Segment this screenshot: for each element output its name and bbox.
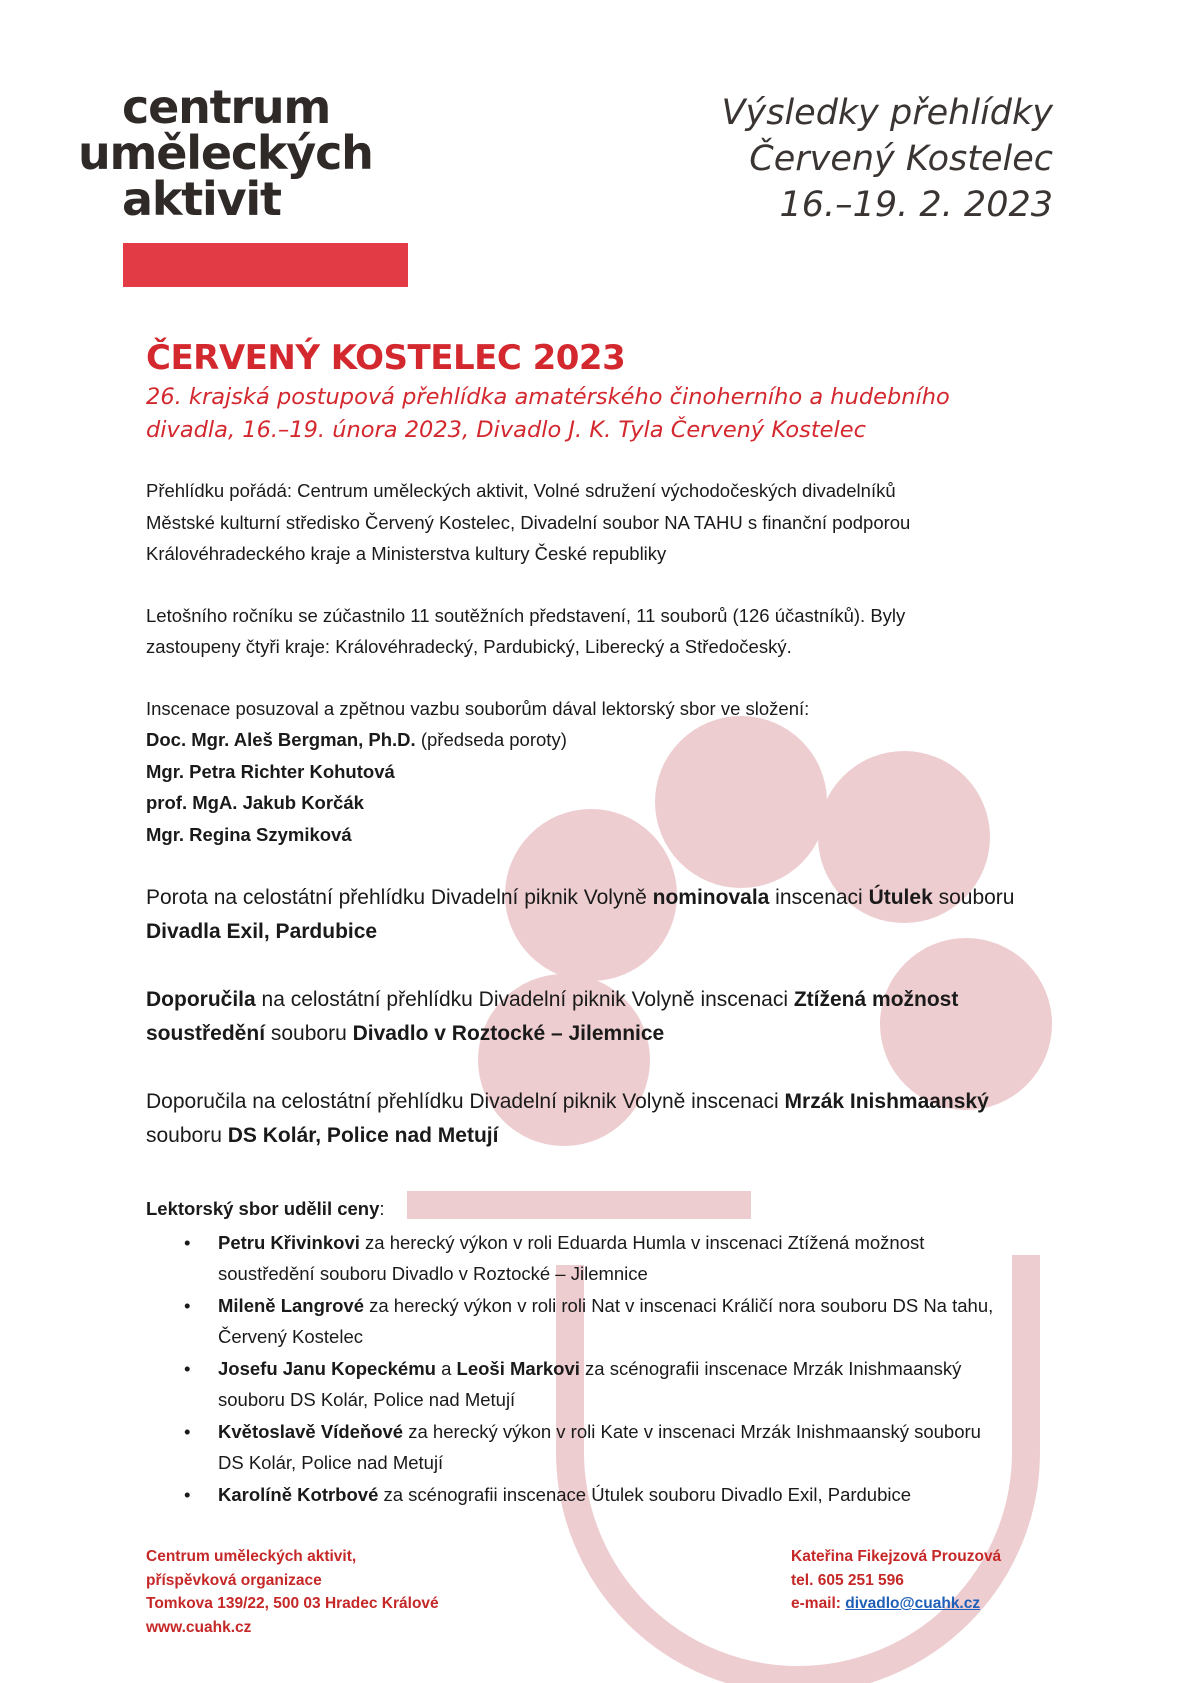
header-line: 16.–19. 2. 2023 bbox=[779, 185, 1053, 225]
bold-span: DS Kolár, Police nad Metují bbox=[227, 1124, 499, 1147]
logo bbox=[78, 80, 373, 226]
award-recipient: Karolíně Kotrbové bbox=[218, 1483, 379, 1505]
award-item bbox=[146, 1290, 1066, 1353]
bold-span: Divadlo v Roztocké – Jilemnice bbox=[352, 1022, 665, 1045]
footer-line: příspěvková organizace bbox=[146, 1571, 322, 1589]
text-span: souboru bbox=[146, 1124, 228, 1147]
jury-chair bbox=[146, 724, 1066, 756]
bullet-icon: • bbox=[184, 1357, 191, 1379]
logo-line: uměleckých bbox=[78, 126, 373, 180]
text-line bbox=[218, 1479, 1066, 1511]
text-line bbox=[146, 881, 1066, 915]
text-line bbox=[146, 1085, 1066, 1119]
text-line bbox=[146, 983, 1066, 1017]
jury-chair-role: (předseda poroty) bbox=[415, 729, 567, 750]
award-recipient: Mileně Langrové bbox=[218, 1294, 364, 1316]
bold-span: Útulek bbox=[868, 886, 933, 909]
footer-contact bbox=[791, 1545, 1001, 1616]
text-line: Červený Kostelec bbox=[218, 1326, 363, 1347]
contact-phone: tel. 605 251 596 bbox=[791, 1571, 904, 1589]
header-line: Výsledky přehlídky bbox=[721, 93, 1053, 133]
jury-section bbox=[146, 693, 1066, 851]
bold-span: Ztížená možnost bbox=[793, 988, 959, 1011]
header-title bbox=[722, 90, 1053, 228]
text-line: Letošního ročníku se zúčastnilo 11 soutěžních představení, 11 souborů (126 účastníků). Byly bbox=[146, 604, 906, 626]
award-item bbox=[146, 1416, 1066, 1479]
text-span: souboru bbox=[265, 1022, 353, 1045]
award-item bbox=[146, 1353, 1066, 1416]
jury-member-name: Mgr. Regina Szymiková bbox=[146, 823, 352, 845]
contact-name: Kateřina Fikejzová Prouzová bbox=[791, 1548, 1002, 1565]
award-recipient: Květoslavě Vídeňové bbox=[218, 1420, 404, 1442]
text-line: soustředění souboru Divadlo v Roztocké – Jilemnice bbox=[218, 1263, 648, 1284]
text-line: souboru DS Kolár, Police nad Metují bbox=[218, 1389, 516, 1410]
jury-member-name: Mgr. Petra Richter Kohutová bbox=[146, 760, 395, 782]
text-line bbox=[218, 1227, 1066, 1259]
award-recipient: Josefu Janu Kopeckému bbox=[218, 1357, 436, 1379]
text-span: inscenaci bbox=[769, 886, 869, 909]
awards-list bbox=[146, 1227, 1066, 1511]
awards-title-colon: : bbox=[379, 1198, 385, 1219]
bullet-icon: • bbox=[184, 1231, 191, 1253]
text-line bbox=[146, 1119, 1066, 1153]
jury-member-name: prof. MgA. Jakub Korčák bbox=[146, 792, 364, 813]
subtitle bbox=[146, 381, 1066, 447]
jury-member bbox=[146, 787, 1066, 819]
text-line bbox=[218, 1290, 1066, 1322]
award-item bbox=[146, 1479, 1066, 1511]
text-line: DS Kolár, Police nad Metují bbox=[218, 1452, 444, 1473]
subtitle-line: divadla, 16.–19. února 2023, Divadlo J. K. Tyla Červený Kostelec bbox=[146, 417, 866, 443]
text-span: Porota na celostátní přehlídku Divadelní piknik Volyně bbox=[146, 886, 653, 909]
text-line bbox=[218, 1353, 1066, 1385]
bullet-icon: • bbox=[184, 1483, 191, 1505]
organizers-paragraph bbox=[146, 475, 1066, 570]
bullet-icon: • bbox=[184, 1420, 191, 1442]
email-link[interactable]: divadlo@cuahk.cz bbox=[845, 1595, 981, 1612]
jury-member bbox=[146, 756, 1066, 788]
award-recipient: Leoši Markovi bbox=[456, 1357, 580, 1379]
logo-line: aktivit bbox=[122, 172, 281, 226]
text-line bbox=[146, 1017, 1066, 1051]
text-span: za herecký výkon v roli Eduarda Humla v inscenaci Ztížená možnost bbox=[359, 1231, 925, 1253]
awards-title bbox=[146, 1193, 1066, 1225]
text-span: za herecký výkon v roli Kate v inscenaci Mrzák Inishmaanský souboru bbox=[403, 1420, 981, 1442]
footer-line: Centrum uměleckých aktivit, bbox=[146, 1548, 357, 1565]
logo-red-bar bbox=[123, 243, 408, 287]
text-span: na celostátní přehlídku Divadelní piknik Volyně inscenaci bbox=[255, 988, 794, 1011]
text-span: za scénografii inscenace Mrzák Inishmaanský bbox=[579, 1357, 962, 1379]
jury-intro: Inscenace posuzoval a zpětnou vazbu souborům dával lektorský sbor ve složení: bbox=[146, 697, 810, 719]
bold-span: Divadla Exil, Pardubice bbox=[146, 920, 378, 943]
text-line: Přehlídku pořádá: Centrum uměleckých aktivit, Volné sdružení východočeských divadelníků bbox=[146, 480, 896, 501]
text-line: zastoupeny čtyři kraje: Královéhradecký, Pardubický, Liberecký a Středočeský. bbox=[146, 636, 792, 657]
header-line: Červený Kostelec bbox=[749, 139, 1053, 179]
contact-email-line bbox=[791, 1592, 1001, 1616]
recommendation-paragraph bbox=[146, 1085, 1066, 1153]
bold-span: soustředění bbox=[146, 1022, 266, 1045]
subtitle-line: 26. krajská postupová přehlídka amatérského činoherního a hudebního bbox=[146, 384, 950, 410]
jury-chair-name: Doc. Mgr. Aleš Bergman, Ph.D. bbox=[146, 729, 416, 750]
text-span: Doporučila na celostátní přehlídku Divadelní piknik Volyně inscenaci bbox=[146, 1090, 785, 1113]
logo-line: centrum bbox=[122, 80, 331, 134]
footer-organization bbox=[146, 1545, 439, 1639]
award-recipient: Petru Křivinkovi bbox=[218, 1231, 360, 1253]
bold-span: Mrzák Inishmaanský bbox=[784, 1090, 989, 1113]
award-item bbox=[146, 1227, 1066, 1290]
nomination-paragraph bbox=[146, 881, 1066, 949]
jury-member bbox=[146, 819, 1066, 851]
text-line: Královéhradeckého kraje a Ministerstva kultury České republiky bbox=[146, 543, 667, 564]
text-span: za herecký výkon v roli roli Nat v inscenaci Králičí nora souboru DS Na tahu, bbox=[363, 1294, 994, 1316]
bold-span: Doporučila bbox=[146, 988, 256, 1011]
text-line: Městské kulturní středisko Červený Kostelec, Divadelní soubor NA TAHU s finanční podporou bbox=[146, 511, 911, 533]
document-body bbox=[146, 336, 1066, 1510]
bold-span: nominovala bbox=[652, 886, 770, 909]
main-title: ČERVENÝ KOSTELEC 2023 bbox=[146, 338, 626, 378]
text-span: souboru bbox=[932, 886, 1015, 909]
text-line bbox=[218, 1416, 1066, 1448]
footer-line: Tomkova 139/22, 500 03 Hradec Králové bbox=[146, 1595, 439, 1612]
text-span: a bbox=[435, 1357, 457, 1379]
recommendation-paragraph bbox=[146, 983, 1066, 1051]
bullet-icon: • bbox=[184, 1294, 191, 1316]
text-line bbox=[146, 915, 1066, 949]
email-label: e-mail: bbox=[791, 1595, 846, 1612]
footer-website[interactable]: www.cuahk.cz bbox=[146, 1618, 252, 1636]
stats-paragraph bbox=[146, 600, 1066, 663]
text-span: za scénografii inscenace Útulek souboru Divadlo Exil, Pardubice bbox=[378, 1483, 912, 1505]
awards-title-text: Lektorský sbor udělil ceny bbox=[146, 1198, 380, 1219]
